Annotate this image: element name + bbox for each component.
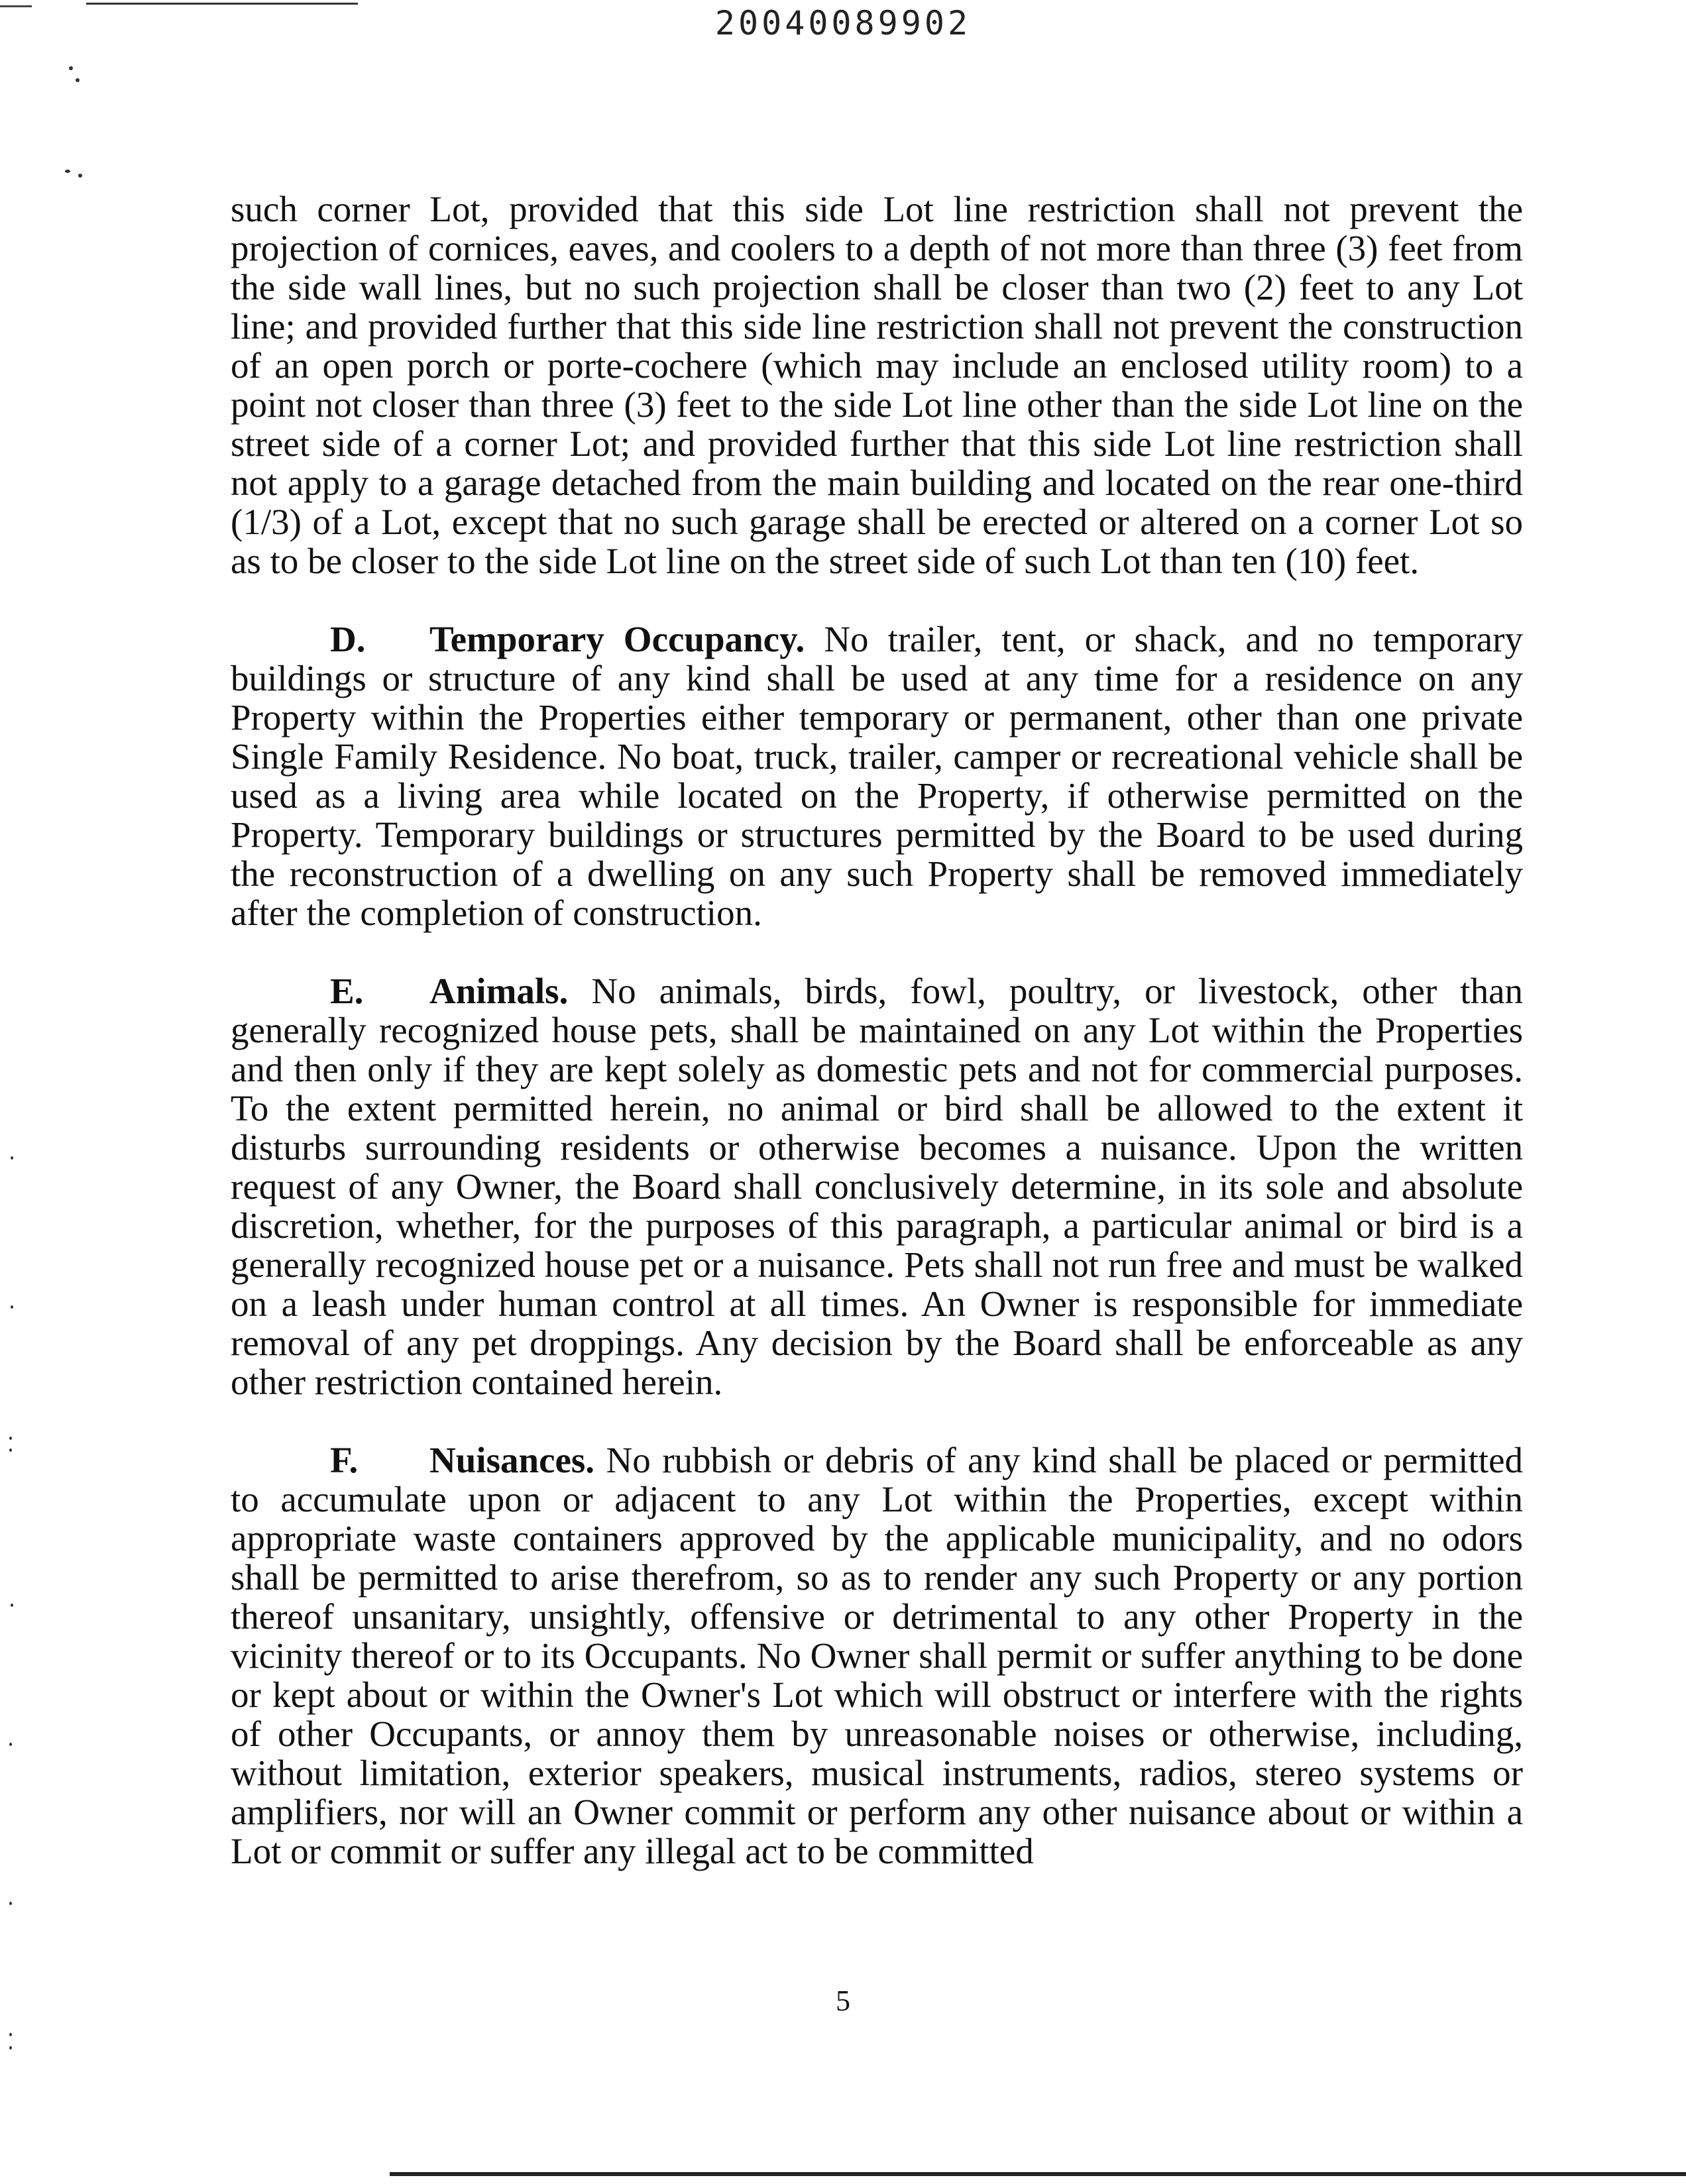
scan-speck <box>9 1743 12 1746</box>
scan-speck <box>9 2046 12 2049</box>
scan-speck <box>76 78 80 82</box>
scan-speck <box>9 1448 12 1452</box>
section-title: Animals. <box>429 971 569 1011</box>
section-letter: F. <box>330 1440 359 1480</box>
paragraph-text: such corner Lot, provided that this side Lot line restriction shall not prevent the projection of cornices, eaves, and coolers to a depth of not more than three (3) feet from the side wall lines, but no such projection shall be closer than two (2) feet to any Lot line; and provided further that this side line restriction shall not prevent the construction of an open porch or porte-cochere (which may include an enclosed utility room) to a point not closer than three (3) feet to the side Lot line other than the side Lot line on the street side of a corner Lot; and provided further that this side Lot line restriction shall not apply to a garage detached from the main building and located on the rear one-third (1/3) of a Lot, except that no such garage shall be erected or altered on a corner Lot so as to be closer to the side Lot line on the street side of such Lot than ten (10) feet. <box>231 189 1523 581</box>
scan-bottom-rule <box>390 2172 1686 2176</box>
page-number: 5 <box>836 1985 850 2017</box>
section-f-nuisances <box>231 1441 1523 1871</box>
scan-speck <box>9 1902 12 1905</box>
section-letter: E. <box>330 971 364 1011</box>
paragraph-continuation <box>231 190 1523 580</box>
section-e-animals <box>231 971 1523 1401</box>
section-title: Nuisances. <box>429 1440 595 1480</box>
scan-speck <box>69 66 73 70</box>
section-letter: D. <box>330 619 366 659</box>
document-body <box>231 190 1523 1871</box>
scan-speck <box>9 1437 12 1440</box>
paragraph-text: No trailer, tent, or shack, and no temporary buildings or structure of any kind shall be used at any time for a residence on any Property within the Properties either temporary or permanent, other than one private Single Family Residence. No boat, truck, trailer, camper or recreational vehicle shall be used as a living area while located on the Property, if otherwise permitted on the Property. Temporary buildings or structures permitted by the Board to be used during the reconstruction of a dwelling on any such Property shall be removed immediately after the completion of construction. <box>231 619 1523 933</box>
section-title: Temporary Occupancy. <box>429 619 805 659</box>
scan-speck <box>11 1305 13 1309</box>
scan-speck <box>9 2033 12 2036</box>
section-d-temporary-occupancy <box>231 620 1523 932</box>
scan-speck <box>65 170 70 173</box>
paragraph-text: No animals, birds, fowl, poultry, or livestock, other than generally recognized house pets, shall be maintained on any Lot within the Properties and then only if they are kept solely as domestic pets and not for commercial purposes. To the extent permitted herein, no animal or bird shall be allowed to the extent it disturbs surrounding residents or otherwise becomes a nuisance. Upon the written request of any Owner, the Board shall conclusively determine, in its sole and absolute discretion, whether, for the purposes of this paragraph, a particular animal or bird is a generally recognized house pet or a nuisance. Pets shall not run free and must be walked on a leash under human control at all times. An Owner is responsible for immediate removal of any pet droppings. Any decision by the Board shall be enforceable as any other restriction contained herein. <box>231 971 1523 1402</box>
scan-speck <box>11 1604 13 1607</box>
paragraph-text: No rubbish or debris of any kind shall be placed or permitted to accumulate upon or adjacent to any Lot within the Properties, except within appropriate waste containers approved by the applicable municipality, and no odors shall be permitted to arise therefrom, so as to render any such Property or any portion thereof unsanitary, unsightly, offensive or detrimental to any other Property in the vicinity thereof or to its Occupants. No Owner shall permit or suffer anything to be done or kept about or within the Owner's Lot which will obstruct or interfere with the rights of other Occupants, or annoy them by unreasonable noises or otherwise, including, without limitation, exterior speakers, musical instruments, radios, stereo systems or amplifiers, nor will an Owner commit or perform any other nuisance about or within a Lot or commit or suffer any illegal act to be committed <box>231 1440 1523 1871</box>
document-number: 20040089902 <box>714 4 972 42</box>
scan-speck <box>11 1156 13 1160</box>
scan-speck <box>78 174 82 178</box>
